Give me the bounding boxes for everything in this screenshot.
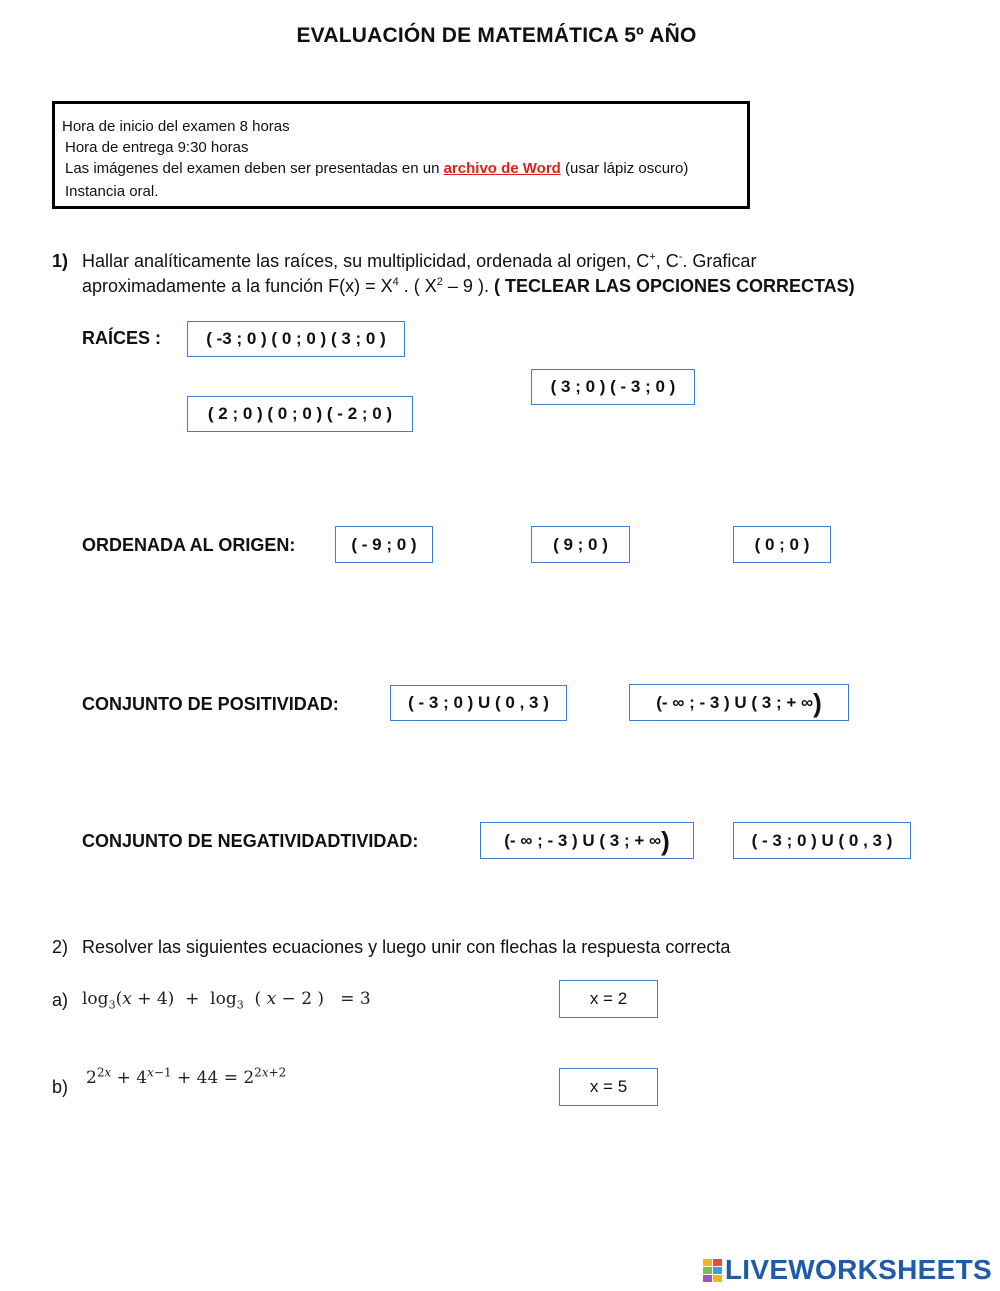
negativity-label: CONJUNTO DE NEGATIVIDADTIVIDAD: [82,831,419,851]
question-1-line-2 [82,276,855,297]
submission-instructions [65,160,688,177]
delivery-time-text: Hora de entrega 9:30 horas [65,139,249,156]
y-intercept-option-2[interactable]: ( 9 ; 0 ) [531,526,630,563]
y-intercept-option-3[interactable]: ( 0 ; 0 ) [733,526,831,563]
negativity-option-1-paren: ) [661,825,670,856]
q1-exp-4: 4 [392,276,399,288]
question-2-text: Resolver las siguientes ecuaciones y luego unir con flechas la respuesta correcta [82,937,731,957]
submission-text-pre: Las imágenes del examen deben ser presentadas en un [65,160,444,177]
q1-text-d: . ( X [398,276,437,296]
logo-mark-icon [703,1259,722,1282]
question-1-line-1 [82,251,756,272]
page-title: EVALUACIÓN DE MATEMÁTICA 5º AÑO [296,24,697,47]
y-intercept-option-1[interactable]: ( - 9 ; 0 ) [335,526,433,563]
submission-text-post: (usar lápiz oscuro) [560,160,689,177]
logo-text: LIVEWORKSHEETS [724,1254,992,1285]
q1-instruction: ( TECLEAR LAS OPCIONES CORRECTAS) [493,276,855,296]
question-2-number: 2) [52,937,69,957]
equation-b-label: b) [52,1077,69,1097]
answer-box-1[interactable]: x = 2 [559,980,658,1018]
q1-sup-plus: + [649,251,656,263]
oral-instance-text: Instancia oral. [65,183,159,200]
equation-a: $\log_3(x + 4) + \log_3$ ( x − 2 ) = 3 [82,989,371,1012]
positivity-option-2-paren: ) [813,687,822,718]
exam-info-box [52,101,750,209]
roots-label: RAÍCES : [82,328,162,348]
positivity-option-2[interactable] [629,684,849,721]
positivity-label: CONJUNTO DE POSITIVIDAD: [82,694,339,714]
negativity-option-1[interactable] [480,822,694,859]
answer-box-2[interactable]: x = 5 [559,1068,658,1106]
negativity-option-1-text: (- ∞ ; - 3 ) U ( 3 ; + ∞ [504,830,662,850]
roots-option-3[interactable]: ( 2 ; 0 ) ( 0 ; 0 ) ( - 2 ; 0 ) [187,396,413,432]
q1-comma: , C [655,251,679,271]
word-file-link[interactable]: archivo de Word [443,160,561,177]
q1-text-c: aproximadamente a la función F(x) = X [82,276,393,296]
q1-text-e: – 9 ). [442,276,494,296]
q1-text-b: . Graficar [682,251,757,271]
equation-a-label: a) [52,990,69,1010]
start-time-text: Hora de inicio del examen 8 horas [62,118,290,135]
y-intercept-label: ORDENADA AL ORIGEN: [82,535,296,555]
equation-b: $2^{2x} + 4^{x-1} + 44 = 2^{2x+2}$ [86,1065,287,1088]
q1-sup-minus: - [678,251,683,263]
negativity-option-2[interactable]: ( - 3 ; 0 ) U ( 0 , 3 ) [733,822,911,859]
question-1-number: 1) [52,251,69,271]
liveworksheets-logo [703,1254,992,1286]
positivity-option-1[interactable]: ( - 3 ; 0 ) U ( 0 , 3 ) [390,685,567,721]
roots-option-2[interactable]: ( 3 ; 0 ) ( - 3 ; 0 ) [531,369,695,405]
q1-exp-2: 2 [436,276,443,288]
roots-option-1[interactable]: ( -3 ; 0 ) ( 0 ; 0 ) ( 3 ; 0 ) [187,321,405,357]
q1-text-a: Hallar analíticamente las raíces, su multiplicidad, ordenada al origen, C [82,251,650,271]
positivity-option-2-text: (- ∞ ; - 3 ) U ( 3 ; + ∞ [656,692,814,712]
